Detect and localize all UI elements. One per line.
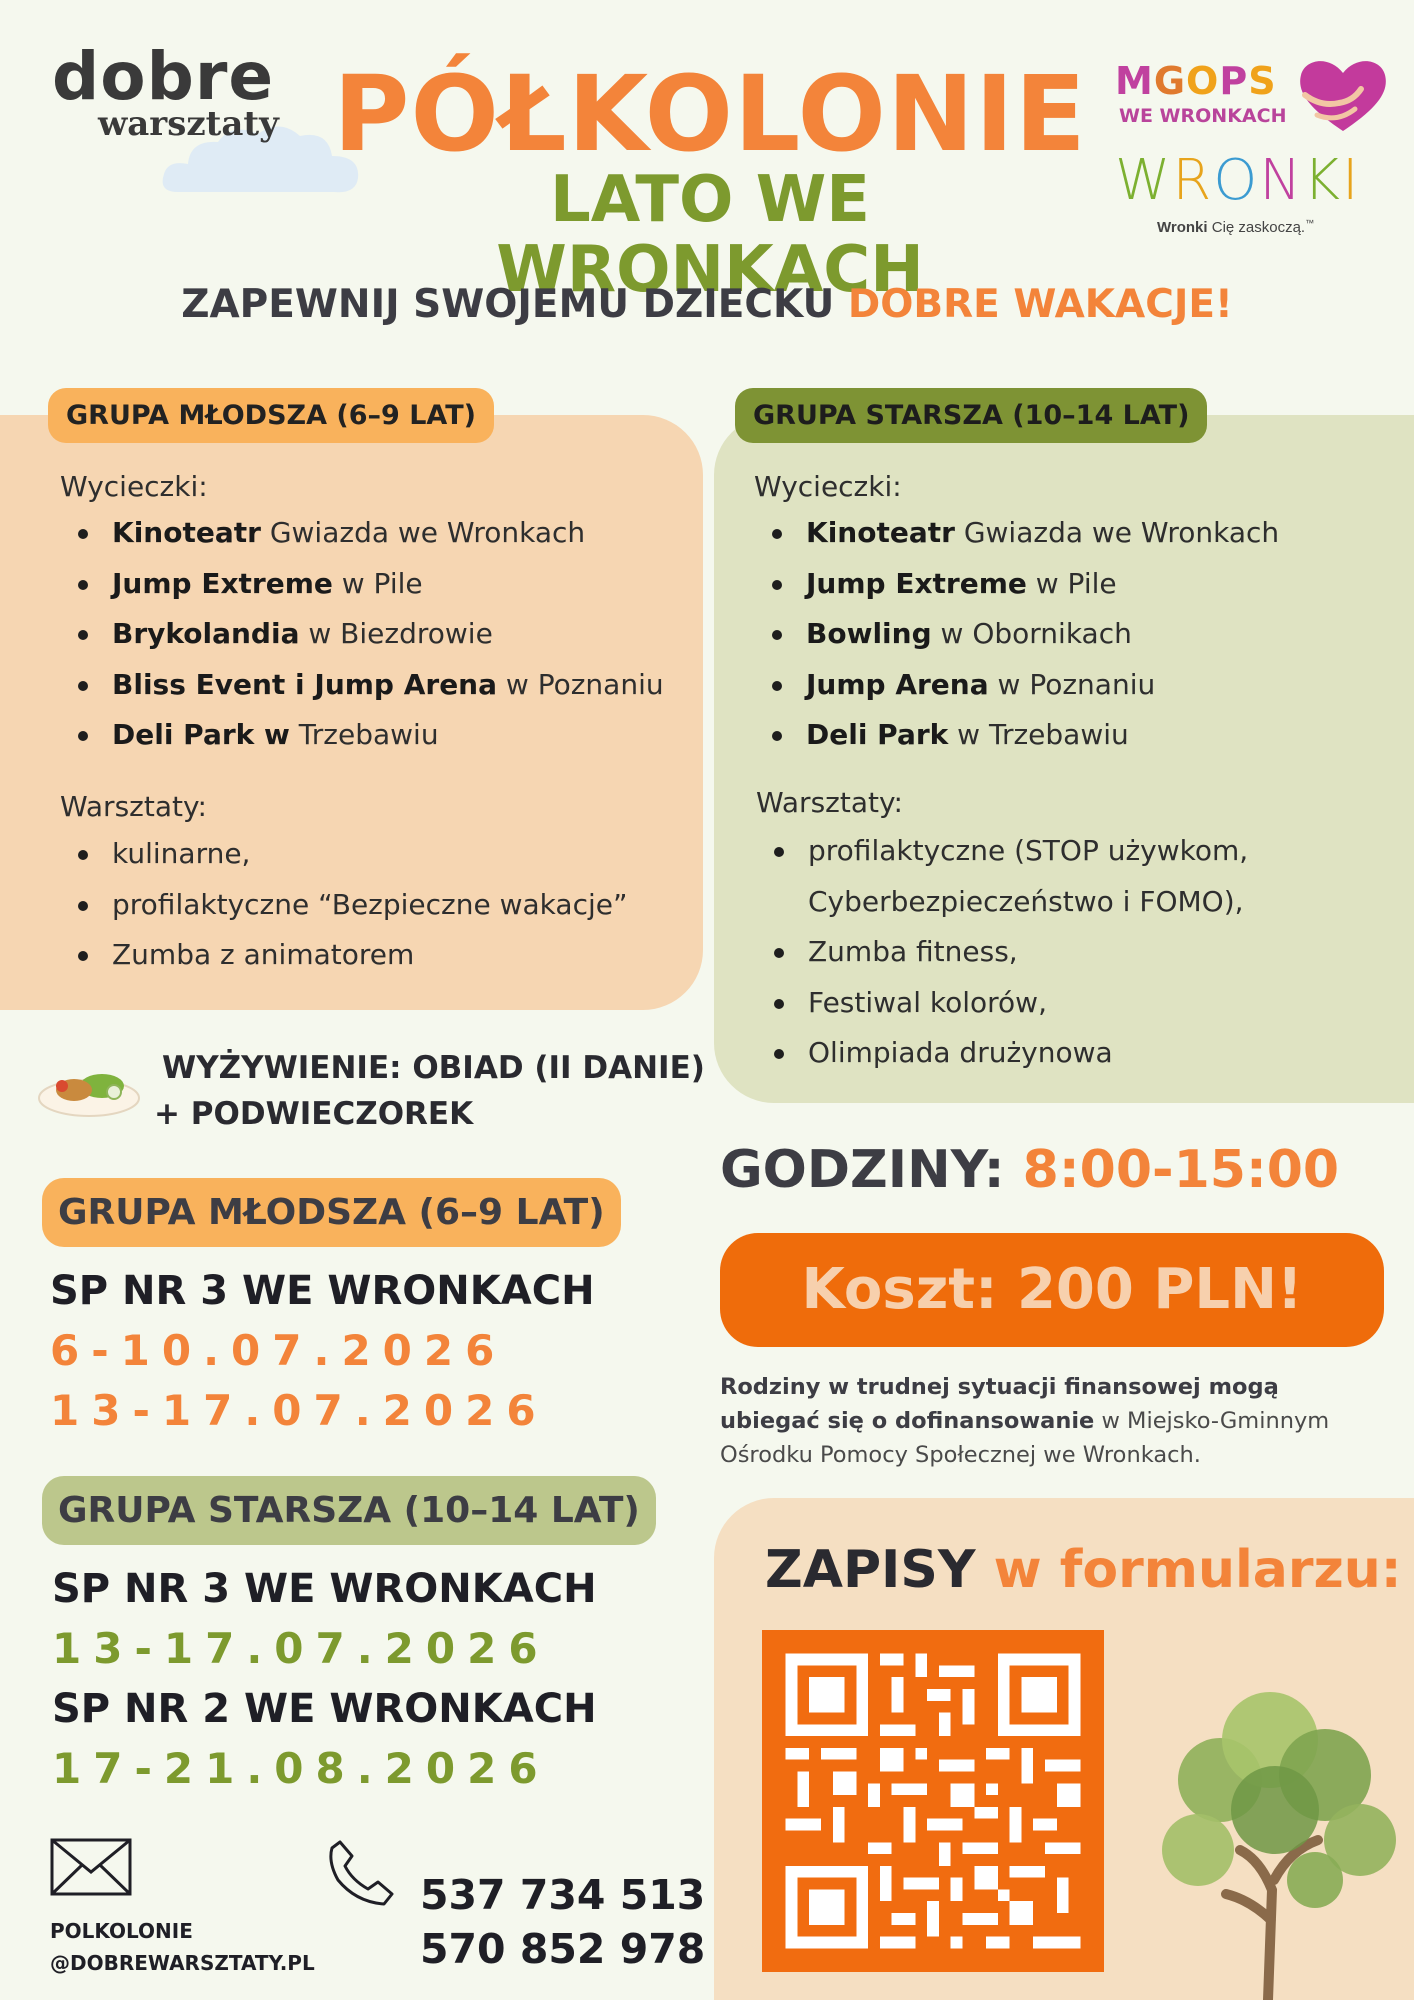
- younger-date-2: 13-17.07.2026: [50, 1386, 548, 1435]
- younger-date-1: 6-10.07.2026: [50, 1326, 507, 1375]
- contact-email[interactable]: POLKOLONIE @DOBREWARSZTATY.PL: [50, 1919, 315, 1975]
- younger-group-label: GRUPA MŁODSZA (6–9 LAT): [48, 388, 494, 443]
- mgops-logo-word: MGOPS: [1115, 59, 1277, 103]
- list-item: Brykolandia w Biezdrowie: [72, 609, 664, 660]
- older-school-1: SP NR 3 WE WRONKACH: [52, 1566, 597, 1612]
- cost-banner: Koszt: 200 PLN!: [720, 1233, 1384, 1347]
- heart-hands-icon: [1297, 55, 1389, 135]
- list-item: kulinarne,: [72, 829, 627, 880]
- headline: ZAPEWNIJ SWOJEMU DZIECKU DOBRE WAKACJE!: [181, 282, 1233, 327]
- funding-note: Rodziny w trudnej sytuacji finansowej mogą ubiegać się o dofinansowanie w Miejsko-Gminnym Ośrodku Pomocy Społecznej we Wronkach.: [720, 1374, 1330, 1468]
- older-date-2: 17-21.08.2026: [52, 1744, 550, 1793]
- younger-workshops-label: Warsztaty:: [60, 790, 207, 823]
- list-item: Kinoteatr Gwiazda we Wronkach: [72, 508, 664, 559]
- list-item: Deli Park w Trzebawiu: [766, 710, 1279, 761]
- mgops-logo: [1115, 55, 1385, 135]
- signup-heading: ZAPISY w formularzu:: [765, 1540, 1402, 1600]
- list-item: Jump Extreme w Pile: [72, 559, 664, 610]
- older-workshops-label: Warsztaty:: [756, 786, 903, 819]
- younger-workshops-list: [72, 829, 627, 981]
- wronki-logo: [1115, 148, 1385, 238]
- phone-icon: [326, 1836, 398, 1908]
- page-subtitle: LATO WE WRONKACH: [496, 163, 924, 308]
- younger-school: SP NR 3 WE WRONKACH: [50, 1268, 595, 1314]
- list-item-continuation: Cyberbezpieczeństwo i FOMO),: [808, 884, 1244, 918]
- older-schedule-label: GRUPA STARSZA (10–14 LAT): [42, 1476, 656, 1545]
- qr-code[interactable]: [762, 1630, 1104, 1972]
- page-title: PÓŁKOLONIE: [333, 53, 1087, 175]
- older-group-label: GRUPA STARSZA (10–14 LAT): [735, 388, 1207, 443]
- older-school-2: SP NR 2 WE WRONKACH: [52, 1686, 597, 1732]
- logo-word-warsztaty: warsztaty: [98, 104, 279, 144]
- younger-trips-list: [72, 508, 664, 761]
- younger-schedule-label: GRUPA MŁODSZA (6–9 LAT): [42, 1178, 621, 1247]
- older-workshops-list: [768, 826, 1248, 1079]
- list-item: Jump Extreme w Pile: [766, 559, 1279, 610]
- hours: GODZINY: 8:00-15:00: [720, 1140, 1340, 1200]
- dobre-warsztaty-logo: [48, 38, 338, 164]
- food-plate-icon: [36, 1050, 142, 1120]
- mgops-logo-sub: WE WRONKACH: [1119, 105, 1287, 127]
- list-item: Festiwal kolorów,: [768, 978, 1248, 1029]
- list-item: Jump Arena w Poznaniu: [766, 660, 1279, 711]
- list-item: Kinoteatr Gwiazda we Wronkach: [766, 508, 1279, 559]
- list-item: Zumba fitness,: [768, 927, 1248, 978]
- list-item: Zumba z animatorem: [72, 930, 627, 981]
- logo-word-dobre: dobre: [52, 38, 275, 115]
- list-item: Bliss Event i Jump Arena w Poznaniu: [72, 660, 664, 711]
- meals-info: WYŻYWIENIE: OBIAD (II DANIE) + PODWIECZOREK: [154, 1050, 705, 1132]
- list-item: Olimpiada drużynowa: [768, 1028, 1248, 1079]
- phone-number-2[interactable]: 570 852 978: [420, 1925, 706, 1973]
- older-trips-label: Wycieczki:: [754, 470, 902, 503]
- wronki-tagline: Wronki Cię zaskoczą.™: [1157, 218, 1315, 236]
- older-date-1: 13-17.07.2026: [52, 1624, 550, 1673]
- wronki-logo-word: WRONKI: [1115, 148, 1361, 213]
- phone-number-1[interactable]: 537 734 513: [420, 1871, 706, 1919]
- contact-phones: [420, 1868, 705, 1976]
- list-item: Deli Park w Trzebawiu: [72, 710, 664, 761]
- mail-icon: [50, 1838, 132, 1896]
- tree-illustration: [1150, 1680, 1400, 2000]
- older-trips-list: [766, 508, 1279, 761]
- younger-trips-label: Wycieczki:: [60, 470, 208, 503]
- list-item: Bowling w Obornikach: [766, 609, 1279, 660]
- list-item: profilaktyczne “Bezpieczne wakacje”: [72, 880, 627, 931]
- list-item: profilaktyczne (STOP używkom,: [768, 826, 1248, 877]
